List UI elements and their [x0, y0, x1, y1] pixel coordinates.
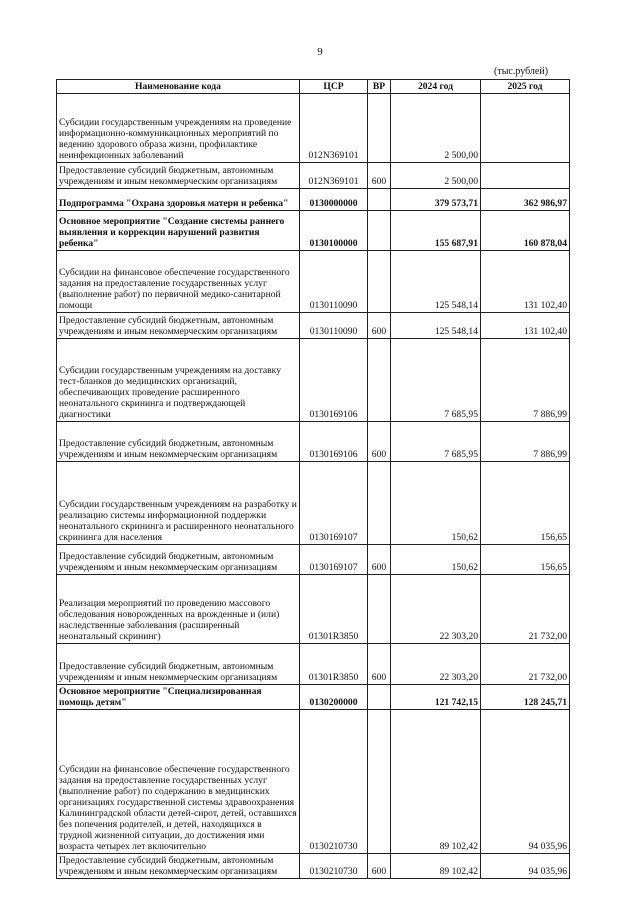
row-2024: 22 303,20 [391, 644, 481, 685]
row-vr: 600 [368, 644, 391, 685]
row-csr: 0130100000 [300, 211, 368, 251]
header-2025: 2025 год [481, 80, 570, 94]
row-csr: 0130169106 [300, 339, 368, 422]
row-2024: 150,62 [391, 462, 481, 545]
row-csr: 012N369101 [300, 163, 368, 189]
row-name: Субсидии государственным учреждениям на разработку и реализацию системы информационной поддержки неонатального скрининга и расширенного неонатального скрининга для населения [57, 462, 300, 545]
table-row [57, 211, 570, 251]
row-2024: 125 548,14 [391, 251, 481, 313]
table-row [57, 462, 570, 545]
row-2025: 156,65 [481, 545, 570, 575]
row-2024: 121 742,15 [391, 685, 481, 710]
row-2025: 131 102,40 [481, 313, 570, 339]
row-2024: 89 102,42 [391, 854, 481, 879]
row-name: Основное мероприятие "Специализированная помощь детям" [57, 685, 300, 710]
row-csr: 0130169106 [300, 422, 368, 462]
row-name: Субсидии государственным учреждениям на доставку тест-бланков до медицинских организаций, обеспечивающих проведение расширенного неонатального скрининга и подтверждающей диагностики [57, 339, 300, 422]
row-vr: 600 [368, 545, 391, 575]
row-name: Субсидии на финансовое обеспечение государственного задания на предоставление государственных услуг (выполнение работ) по первичной медико-санитарной помощи [57, 251, 300, 313]
row-csr: 0130210730 [300, 854, 368, 879]
row-csr: 012N369101 [300, 94, 368, 163]
row-vr [368, 251, 391, 313]
table-header-row [57, 80, 570, 94]
header-name: Наименование кода [57, 80, 300, 94]
row-csr: 0130210730 [300, 710, 368, 854]
table-row [57, 575, 570, 644]
row-vr [368, 710, 391, 854]
row-2024: 2 500,00 [391, 163, 481, 189]
row-name: Предоставление субсидий бюджетным, автономным учреждениям и иным некоммерческим организациям [57, 545, 300, 575]
row-name: Основное мероприятие "Создание системы раннего выявления и коррекции нарушений развития ребенка" [57, 211, 300, 251]
table-row [57, 644, 570, 685]
row-2025: 21 732,00 [481, 575, 570, 644]
row-name: Предоставление субсидий бюджетным, автономным учреждениям и иным некоммерческим организациям [57, 854, 300, 879]
row-csr: 0130110090 [300, 251, 368, 313]
header-2024: 2024 год [391, 80, 481, 94]
row-name: Субсидии на финансовое обеспечение государственного задания на предоставление государственных услуг (выполнение работ) по содержанию в медицинских организациях государственной системы здравоохранения Калининградской области детей-сирот, детей, оставшихся без попечения родителей, и детей, находящихся в трудной жизненной ситуации, до достижения ими возраста четырех лет включительно [57, 710, 300, 854]
row-name: Подпрограмма "Охрана здоровья матери и ребенка" [57, 189, 300, 211]
row-vr [368, 211, 391, 251]
row-2024: 7 685,95 [391, 422, 481, 462]
row-vr [368, 339, 391, 422]
row-csr: 0130169107 [300, 462, 368, 545]
row-csr: 01301R3850 [300, 575, 368, 644]
row-vr: 600 [368, 854, 391, 879]
row-2025: 156,65 [481, 462, 570, 545]
table-row [57, 94, 570, 163]
table-row [57, 189, 570, 211]
row-vr: 600 [368, 422, 391, 462]
row-name: Предоставление субсидий бюджетным, автономным учреждениям и иным некоммерческим организациям [57, 644, 300, 685]
row-csr: 01301R3850 [300, 644, 368, 685]
row-vr [368, 575, 391, 644]
row-2024: 22 303,20 [391, 575, 481, 644]
row-name: Реализация мероприятий по проведению массового обследования новорожденных на врожденные и (или) наследственные заболевания (расширенный неонатальный скрининг) [57, 575, 300, 644]
row-2025 [481, 163, 570, 189]
table-row [57, 710, 570, 854]
table-row [57, 339, 570, 422]
row-2025: 131 102,40 [481, 251, 570, 313]
row-2025: 94 035,96 [481, 710, 570, 854]
row-2025: 7 886,99 [481, 422, 570, 462]
table-row [57, 685, 570, 710]
row-2025: 128 245,71 [481, 685, 570, 710]
row-csr: 0130169107 [300, 545, 368, 575]
budget-table [56, 79, 570, 879]
header-csr: ЦСР [300, 80, 368, 94]
row-2024: 89 102,42 [391, 710, 481, 854]
row-2025: 160 878,04 [481, 211, 570, 251]
table-row [57, 422, 570, 462]
row-csr: 0130000000 [300, 189, 368, 211]
row-2024: 155 687,91 [391, 211, 481, 251]
table-row [57, 251, 570, 313]
table-row [57, 545, 570, 575]
page-number: 9 [317, 46, 323, 58]
row-2025: 94 035,96 [481, 854, 570, 879]
row-2024: 125 548,14 [391, 313, 481, 339]
row-csr: 0130110090 [300, 313, 368, 339]
row-vr [368, 685, 391, 710]
row-name: Предоставление субсидий бюджетным, автономным учреждениям и иным некоммерческим организациям [57, 163, 300, 189]
table-row [57, 313, 570, 339]
table-row [57, 854, 570, 879]
row-2025: 362 986,97 [481, 189, 570, 211]
row-2024: 2 500,00 [391, 94, 481, 163]
row-2025: 21 732,00 [481, 644, 570, 685]
row-name: Предоставление субсидий бюджетным, автономным учреждениям и иным некоммерческим организациям [57, 313, 300, 339]
row-2025: 7 886,99 [481, 339, 570, 422]
units-label: (тыс.рублей) [494, 66, 549, 77]
table-body [57, 94, 570, 879]
row-vr [368, 462, 391, 545]
row-vr [368, 94, 391, 163]
row-vr [368, 189, 391, 211]
row-vr: 600 [368, 163, 391, 189]
row-2024: 379 573,71 [391, 189, 481, 211]
row-2025 [481, 94, 570, 163]
header-vr: ВР [368, 80, 391, 94]
row-vr: 600 [368, 313, 391, 339]
row-csr: 0130200000 [300, 685, 368, 710]
row-name: Предоставление субсидий бюджетным, автономным учреждениям и иным некоммерческим организациям [57, 422, 300, 462]
row-2024: 150,62 [391, 545, 481, 575]
row-2024: 7 685,95 [391, 339, 481, 422]
row-name: Субсидии государственным учреждениям на проведение информационно-коммуникационных мероприятий по ведению здорового образа жизни, профилактике неинфекционных заболеваний [57, 94, 300, 163]
table-row [57, 163, 570, 189]
